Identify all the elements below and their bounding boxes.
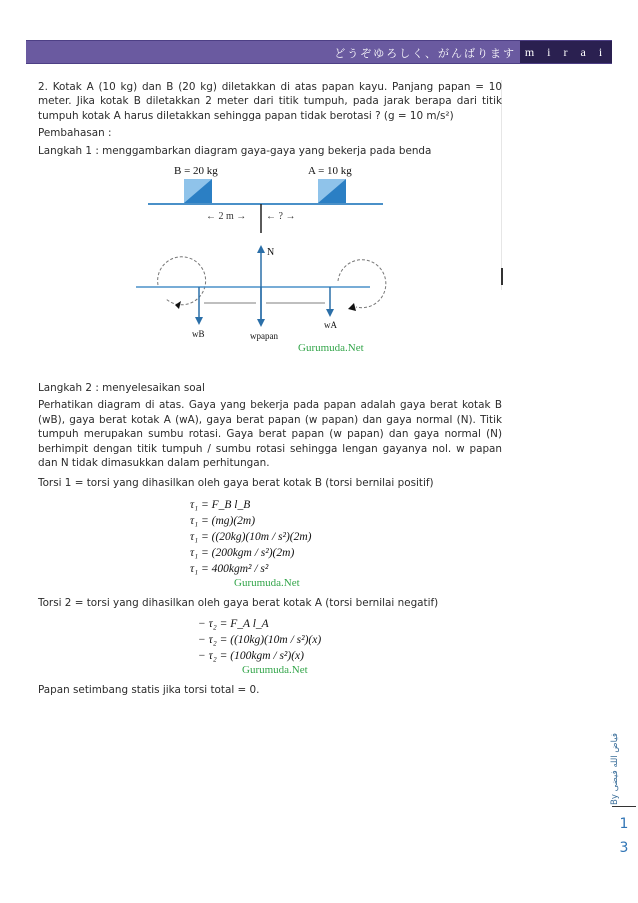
equation-line: τ₁ = F_B l_B bbox=[190, 498, 251, 511]
equation-watermark: Gurumuda.Net bbox=[242, 664, 308, 677]
box-a-label: A = 10 kg bbox=[308, 165, 352, 178]
page-number bbox=[614, 812, 634, 860]
page-number-digit: 1 bbox=[619, 816, 629, 832]
explanation-text: Perhatikan diagram di atas. Gaya yang bekerja pada papan adalah gaya berat kotak B (wB), gaya berat kotak A (wA), gaya berat papan (w papan) dan gaya normal (N). Titik tumpuh merupakan sumbu rotasi. Gaya berat papan (w papan) dan gaya normal (N) berhimpit dengan titik tumpuh / sumbu rotasi sehingga lengan gayanya nol. w papan dan N tidak dimasukkan dalam perhitungan. bbox=[38, 399, 502, 470]
page-number-rule bbox=[612, 806, 636, 807]
header-tagline: どうぞゆろしく、がんばります bbox=[334, 47, 516, 60]
step-1-text: Langkah 1 : menggambarkan diagram gaya-gaya yang bekerja pada benda bbox=[38, 144, 432, 157]
weight-b-label: wB bbox=[192, 329, 205, 340]
normal-force-arrowhead bbox=[257, 245, 265, 253]
equation-line: − τ₂ = ((10kg)(10m / s²)(x) bbox=[198, 634, 322, 647]
solution-heading: Pembahasan : bbox=[38, 127, 112, 140]
conclusion-text: Papan setimbang statis jika torsi total = 0. bbox=[38, 684, 260, 697]
equation-line: τ₁ = ((20kg)(10m / s²)(2m) bbox=[190, 530, 312, 543]
side-credit: By فیاض الله فیضی bbox=[610, 733, 620, 805]
force-diagram-svg bbox=[38, 161, 502, 373]
diagram-watermark: Gurumuda.Net bbox=[298, 342, 364, 355]
equation-line: τ₁ = (mg)(2m) bbox=[190, 514, 256, 527]
header-brand: m i r a i bbox=[520, 41, 612, 63]
document-body bbox=[38, 80, 502, 704]
weight-papan-arrowhead bbox=[257, 319, 265, 327]
header-bar bbox=[26, 40, 612, 64]
torque-2-equations bbox=[198, 616, 502, 677]
torque-1-intro: Torsi 1 = torsi yang dihasilkan oleh gaya berat kotak B (torsi bernilai positif) bbox=[38, 477, 434, 490]
distance-b-label: ← 2 m → bbox=[206, 211, 247, 223]
torque-2-intro: Torsi 2 = torsi yang dihasilkan oleh gaya berat kotak A (torsi bernilai negatif) bbox=[38, 596, 439, 609]
weight-b-arrowhead bbox=[195, 317, 203, 325]
equation-line: − τ₂ = (100kgm / s²)(x) bbox=[198, 650, 304, 663]
weight-a-arrowhead bbox=[326, 309, 334, 317]
equation-line: τ₁ = 400kgm² / s² bbox=[190, 562, 269, 575]
normal-force-label: N bbox=[267, 247, 275, 259]
rotation-arrow-left bbox=[175, 301, 181, 309]
equation-line: τ₁ = (200kgm / s²)(2m) bbox=[190, 546, 295, 559]
problem-statement: 2. Kotak A (10 kg) dan B (20 kg) diletakkan di atas papan kayu. Panjang papan = 10 meter. Jika kotak B diletakkan 2 meter dari titik tumpuh, pada jarak berapa dari titik tumpuh kotak A harus diletakkan sehingga papan tidak berotasi ? (g = 10 m/s²) bbox=[38, 81, 502, 122]
rotation-arc-right bbox=[338, 260, 386, 308]
page-number-digit: 3 bbox=[619, 840, 629, 856]
weight-a-label: wA bbox=[324, 320, 337, 331]
weight-papan-label: wpapan bbox=[250, 331, 278, 342]
equation-line: − τ₂ = F_A l_A bbox=[198, 618, 269, 631]
force-diagram bbox=[38, 161, 502, 373]
distance-a-label: ← ? → bbox=[266, 211, 296, 223]
equation-watermark: Gurumuda.Net bbox=[234, 576, 300, 589]
torque-1-equations bbox=[190, 497, 502, 590]
step-2-text: Langkah 2 : menyelesaikan soal bbox=[38, 382, 205, 395]
rotation-arrow-right bbox=[348, 303, 356, 311]
box-b-label: B = 20 kg bbox=[174, 165, 218, 178]
